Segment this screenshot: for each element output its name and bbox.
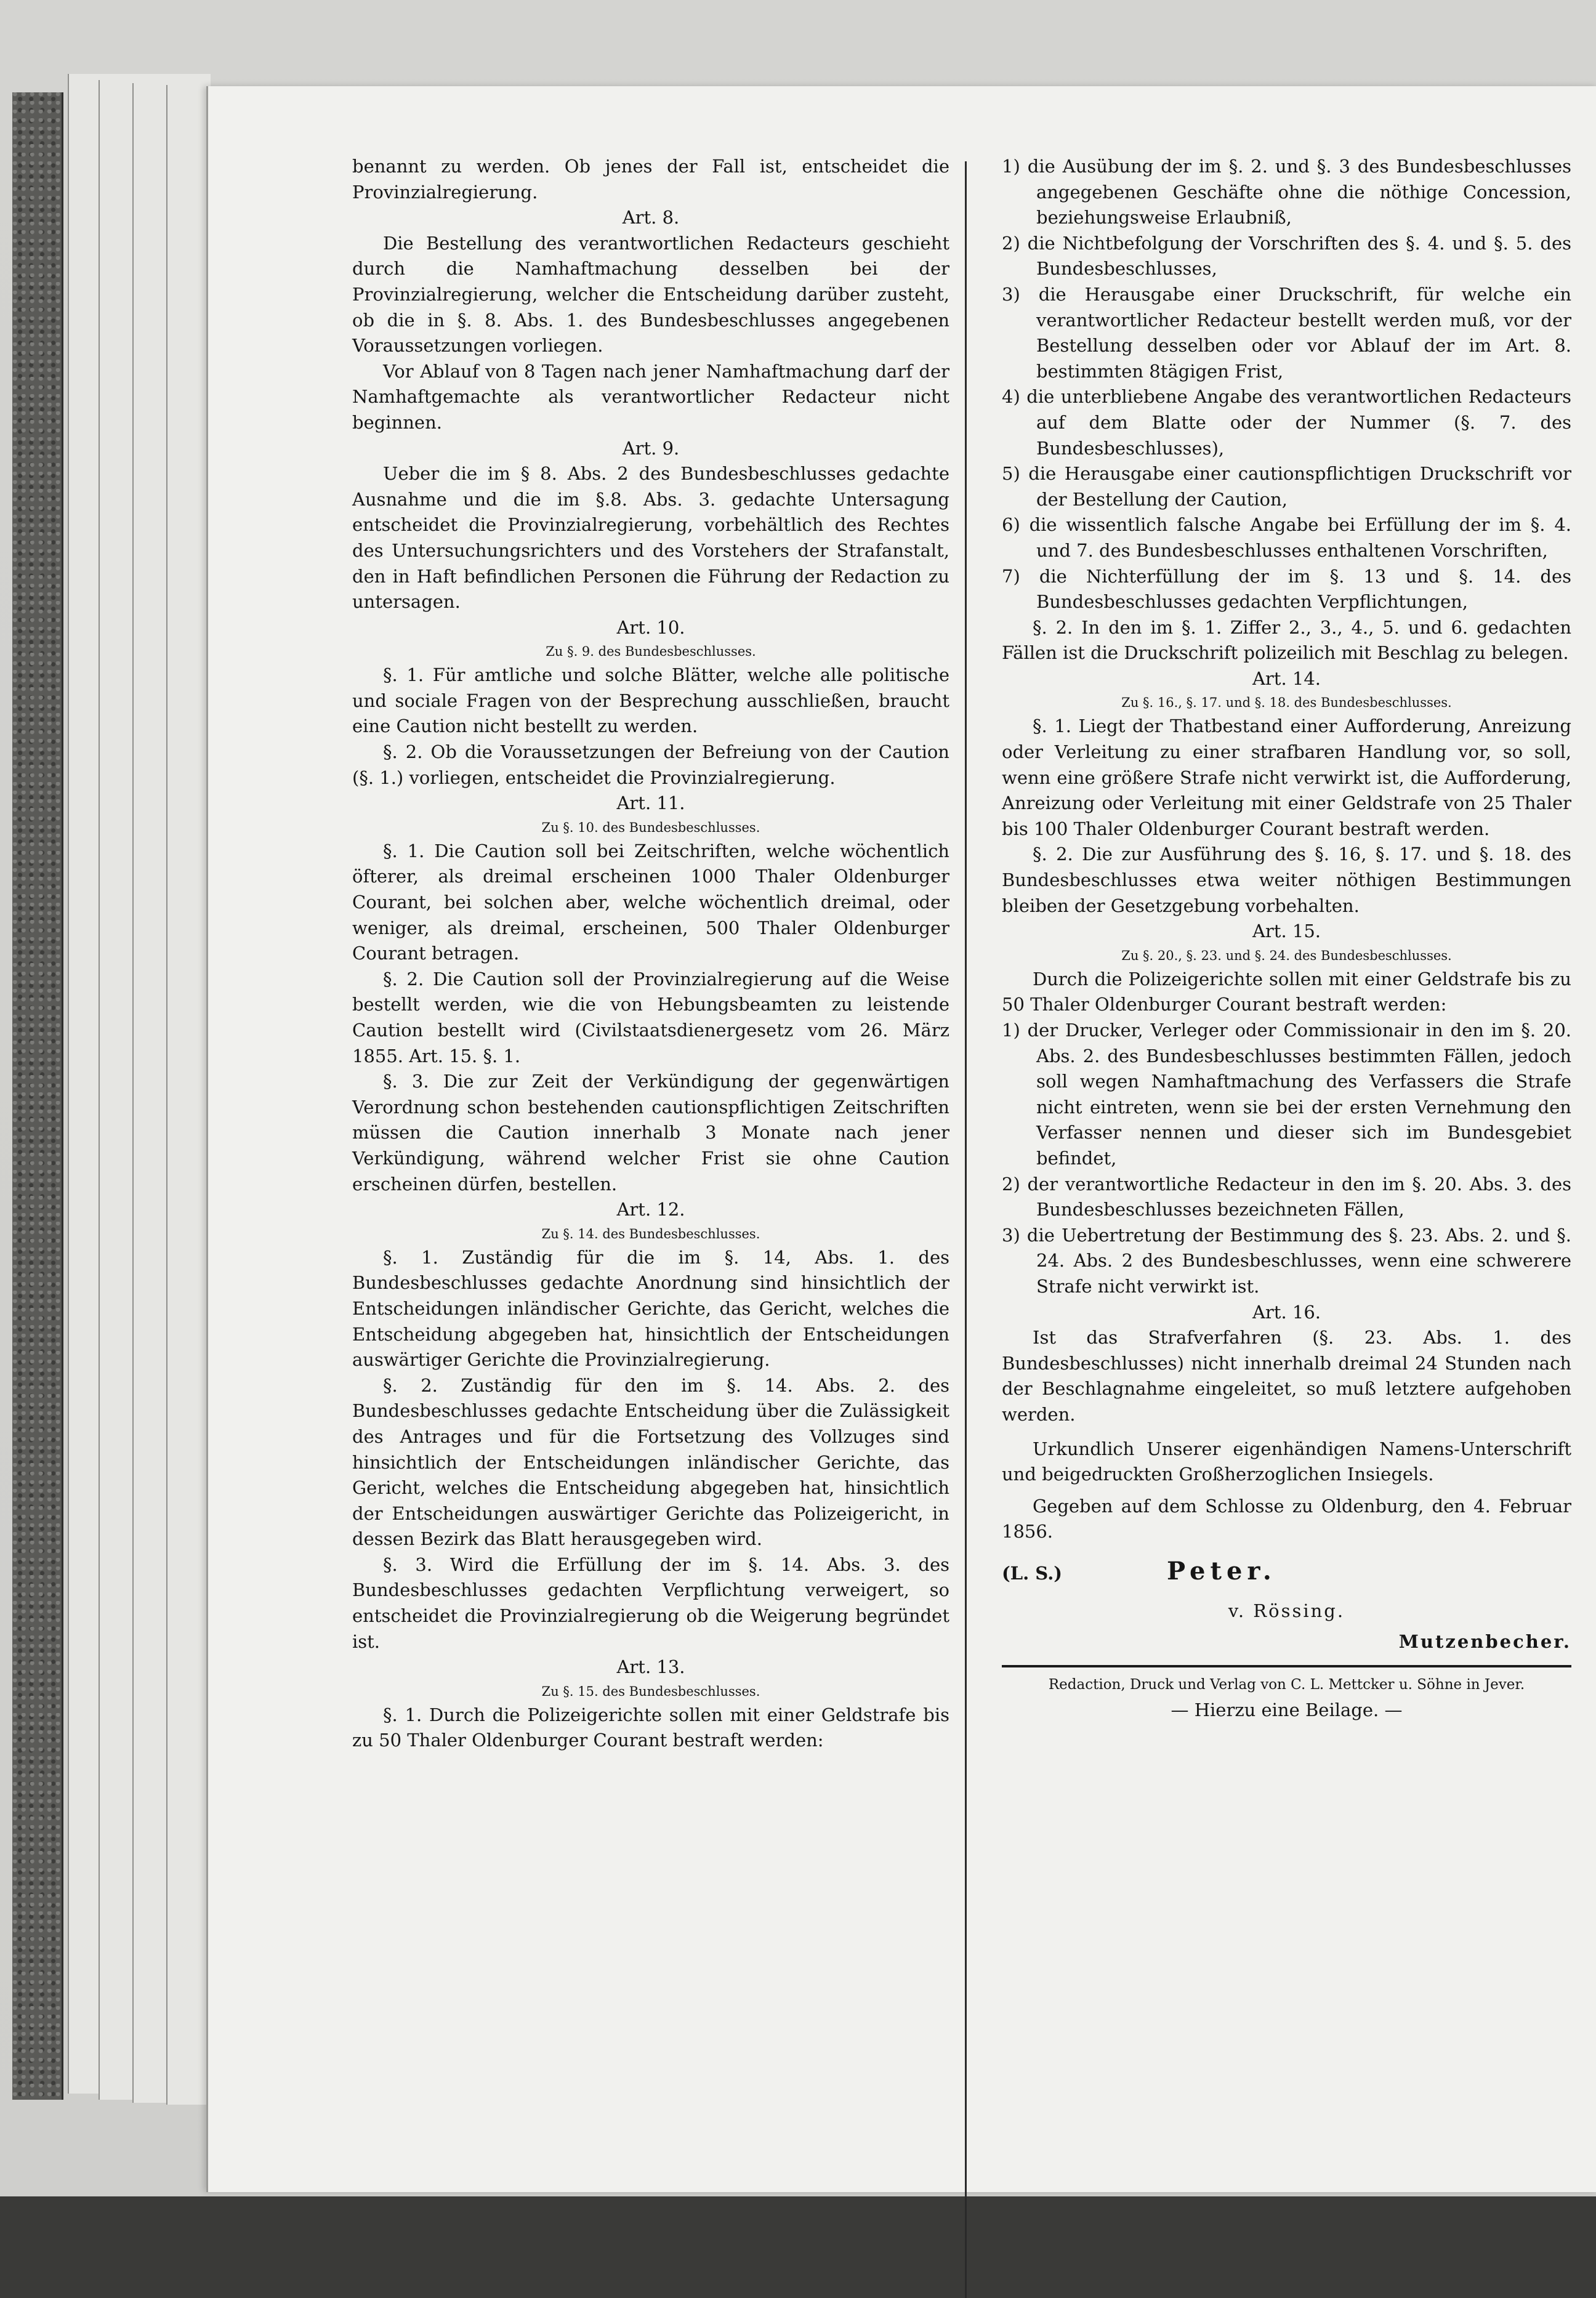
paragraph: §. 1. Liegt der Thatbestand einer Aufforderung, Anreizung oder Verleitung zu einer strafbaren Handlung vor, so soll, wenn eine größere Strafe nicht verwirkt ist, die Aufforderung, Anreizung oder Verleitung mit einer Geldstrafe von 25 Thaler bis 100 Thaler Oldenburger Courant bestraft werden. — [1002, 716, 1571, 839]
article-heading: Art. 15. — [1252, 921, 1321, 942]
article-heading: Art. 9. — [622, 437, 680, 459]
paragraph: §. 3. Wird die Erfüllung der im §. 14. Abs. 3. des Bundesbeschlusses gedachten Verpflichtung verweigert, so entscheidet die Provinzialregierung ob die Weigerung begründet ist. — [352, 1554, 949, 1652]
paragraph: §. 1. Zuständig für die im §. 14, Abs. 1. des Bundesbeschlusses gedachte Anordnung sind hinsichtlich der Entscheidungen inländischer Gerichte, das Gericht, welches die Entscheidung abgegeben hat, hinsichtlich der Entscheidungen auswärtiger Gerichte die Provinzialregierung. — [352, 1246, 949, 1371]
sovereign-signature: Peter. — [1167, 1556, 1276, 1586]
supplement-notice: — Hierzu eine Beilage. — — [1171, 1699, 1403, 1721]
article-reference: Zu §. 10. des Bundesbeschlusses. — [541, 820, 760, 835]
article-heading: Art. 14. — [1252, 667, 1321, 689]
paragraph: §. 2. Ob die Voraussetzungen der Befreiung von der Caution (§. 1.) vorliegen, entscheidet die Provinzialregierung. — [352, 741, 949, 788]
paragraph: Die Bestellung des verantwortlichen Redacteurs geschieht durch die Namhaftmachung desselben bei der Provinzialregierung, welcher die Entscheidung darüber zusteht, ob die in §. 8. Abs. 1. des Bundesbeschlusses angegebenen Voraussetzungen vorliegen. — [352, 232, 949, 357]
paragraph: §. 1. Durch die Polizeigerichte sollen mit einer Geldstrafe bis zu 50 Thaler Oldenburger Courant bestraft werden: — [352, 1704, 949, 1751]
paragraph: §. 2. Zuständig für den im §. 14. Abs. 2. des Bundesbeschlusses gedachte Entscheidung über die Zulässigkeit des Antrages und für die Fortsetzung des Vollzuges sind hinsichtlich der Entscheidungen inländischer Gerichte, das Gericht, welches die Entscheidung abgegeben hat, hinsichtlich der Entscheidungen auswärtiger Gerichte das Polizeigericht, in dessen Bezirk das Blatt herausgegeben wird. — [352, 1374, 949, 1550]
list-item: 1) die Ausübung der im §. 2. und §. 3 des Bundesbeschlusses angegebenen Geschäfte ohne die nöthige Concession, beziehungsweise Erlaubniß, — [1002, 156, 1571, 228]
paragraph: §. 2. Die Caution soll der Provinzialregierung auf die Weise bestellt werden, wie die von Hebungsbeamten zu leistende Caution bestellt wird (Civilstaatsdienergesetz vom 26. März 1855. Art. 15. §. 1. — [352, 968, 949, 1066]
footer-rule — [1002, 1665, 1571, 1667]
article-reference: Zu §. 16., §. 17. und §. 18. des Bundesbeschlusses. — [1121, 695, 1452, 711]
paragraph: §. 1. Die Caution soll bei Zeitschriften, welche wöchentlich öfterer, als dreimal erscheinen 1000 Thaler Oldenburger Courant, bei solchen aber, welche wöchentlich dreimal, oder weniger, als dreimal, erscheinen, 500 Thaler Oldenburger Courant betragen. — [352, 840, 949, 964]
closing-formula: Urkundlich Unserer eigenhändigen Namens-Unterschrift und beigedruckten Großherzoglichen Insiegels. — [1002, 1438, 1571, 1485]
article-reference: Zu §. 20., §. 23. und §. 24. des Bundesbeschlusses. — [1121, 948, 1452, 963]
list-item: 4) die unterbliebene Angabe des verantwortlichen Redacteurs auf dem Blatte oder der Nummer (§. 7. des Bundesbeschlusses), — [1002, 386, 1571, 459]
paragraph: Ist das Strafverfahren (§. 23. Abs. 1. des Bundesbeschlusses) nicht innerhalb dreimal 24 Stunden nach der Beschlagnahme eingeleitet, so muß letztere aufgehoben werden. — [1002, 1327, 1571, 1425]
article-heading: Art. 10. — [616, 616, 685, 638]
seal-mark: (L. S.) — [1002, 1562, 1063, 1584]
cosignature: v. Rössing. — [1228, 1600, 1345, 1622]
article-heading: Art. 8. — [622, 207, 680, 228]
paragraph: Vor Ablauf von 8 Tagen nach jener Namhaftmachung darf der Namhaftgemachte als verantwortlicher Redacteur nicht beginnen. — [352, 360, 949, 433]
article-reference: Zu §. 14. des Bundesbeschlusses. — [541, 1226, 760, 1241]
paragraph: Ueber die im § 8. Abs. 2 des Bundesbeschlusses gedachte Ausnahme und die im §.8. Abs. 3. gedachte Untersagung entscheidet die Provinzialregierung, vorbehältlich des Rechtes des Untersuchungsrichters und des Vorstehers der Strafanstalt, den in Haft befindlichen Personen die Führung der Redaction zu untersagen. — [352, 463, 949, 613]
paragraph: Durch die Polizeigerichte sollen mit einer Geldstrafe bis zu 50 Thaler Oldenburger Courant bestraft werden: — [1002, 968, 1571, 1015]
book-binding — [12, 92, 63, 2100]
date-line: Gegeben auf dem Schlosse zu Oldenburg, den 4. Februar 1856. — [1002, 1495, 1571, 1542]
list-item: 1) der Drucker, Verleger oder Commissionair in den im §. 20. Abs. 2. des Bundesbeschlusses bestimmten Fällen, jedoch soll wegen Namhaftmachung des Verfassers die Strafe nicht eintreten, wenn sie bei der ersten Vernehmung den Verfasser nennen und dieser sich im Bundesgebiet befindet, — [1002, 1020, 1571, 1169]
paragraph: §. 3. Die zur Zeit der Verkündigung der gegenwärtigen Verordnung schon bestehenden cautionspflichtigen Zeitschriften müssen die Caution innerhalb 3 Monate nach jener Verkündigung, während welcher Frist sie ohne Caution erscheinen dürfen, bestellen. — [352, 1071, 949, 1195]
paragraph: benannt zu werden. Ob jenes der Fall ist, entscheidet die Provinzialregierung. — [352, 156, 949, 203]
article-reference: Zu §. 15. des Bundesbeschlusses. — [541, 1683, 760, 1699]
list-item: 2) der verantwortliche Redacteur in den im §. 20. Abs. 3. des Bundesbeschlusses bezeichneten Fällen, — [1002, 1173, 1571, 1220]
list-item: 5) die Herausgabe einer cautionspflichtigen Druckschrift vor der Bestellung der Caution, — [1002, 463, 1571, 510]
list-item: 6) die wissentlich falsche Angabe bei Erfüllung der im §. 4. und 7. des Bundesbeschlusses enthaltenen Vorschriften, — [1002, 514, 1571, 561]
list-item: 3) die Herausgabe einer Druckschrift, für welche ein verantwortlicher Redacteur bestellt werden muß, vor der Bestellung desselben oder vor Ablauf der im Art. 8. bestimmten 8tägigen Frist, — [1002, 283, 1571, 382]
article-heading: Art. 11. — [616, 792, 685, 814]
column-divider — [965, 161, 967, 2298]
paragraph: §. 1. Für amtliche und solche Blätter, welche alle politische und sociale Fragen von der Besprechung ausschließen, braucht eine Caution nicht bestellt zu werden. — [352, 664, 949, 737]
paragraph: §. 2. Die zur Ausführung des §. 16, §. 17. und §. 18. des Bundesbeschlusses etwa weiter nöthigen Bestimmungen bleiben der Gesetzgebung vorbehalten. — [1002, 844, 1571, 916]
list-item: 2) die Nichtbefolgung der Vorschriften des §. 4. und §. 5. des Bundesbeschlusses, — [1002, 232, 1571, 280]
cosignature: Mutzenbecher. — [1398, 1631, 1571, 1653]
left-column — [352, 154, 949, 1754]
printer-imprint: Redaction, Druck und Verlag von C. L. Mettcker u. Söhne in Jever. — [1048, 1676, 1525, 1693]
paragraph: §. 2. In den im §. 1. Ziffer 2., 3., 4., 5. und 6. gedachten Fällen ist die Druckschrift polizeilich mit Beschlag zu belegen. — [1002, 616, 1571, 664]
list-item: 7) die Nichterfüllung der im §. 13 und §. 14. des Bundesbeschlusses gedachten Verpflichtungen, — [1002, 565, 1571, 613]
article-heading: Art. 12. — [616, 1199, 685, 1220]
article-reference: Zu §. 9. des Bundesbeschlusses. — [546, 644, 756, 659]
right-column — [1002, 154, 1571, 1723]
signature-block — [1002, 1558, 1571, 1587]
page-edge-stack — [166, 85, 211, 2105]
article-heading: Art. 16. — [1252, 1301, 1321, 1323]
list-item: 3) die Uebertretung der Bestimmung des §. 23. Abs. 2. und §. 24. Abs. 2 des Bundesbeschlusses, wenn eine schwerere Strafe nicht verwirkt ist. — [1002, 1224, 1571, 1297]
article-heading: Art. 13. — [616, 1656, 685, 1678]
